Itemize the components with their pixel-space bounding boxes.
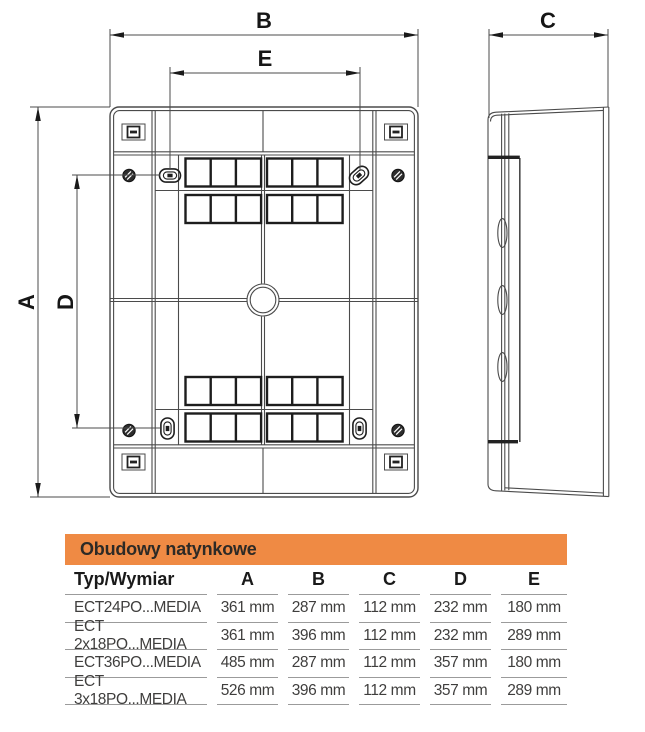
center-knockout-circle (247, 284, 279, 316)
cell-b: 287 mm (288, 595, 349, 623)
cell-b: 396 mm (288, 623, 349, 651)
cell-type: ECT 2x18PO...MEDIA (65, 623, 207, 651)
cell-type: ECT 3x18PO...MEDIA (65, 678, 207, 706)
col-header-a: A (217, 565, 278, 595)
cell-d: 357 mm (430, 650, 491, 678)
dim-label-c: C (540, 8, 556, 33)
front-view (110, 107, 418, 497)
cell-c: 112 mm (359, 650, 420, 678)
cell-d: 232 mm (430, 595, 491, 623)
cell-a: 361 mm (217, 623, 278, 651)
dim-label-d: D (53, 294, 78, 310)
col-header-d: D (430, 565, 491, 595)
cell-b: 396 mm (288, 678, 349, 706)
cell-e: 180 mm (501, 650, 567, 678)
table-header-row (65, 565, 567, 595)
spec-table (65, 534, 567, 708)
dim-label-a: A (14, 294, 39, 310)
screw-icons (120, 167, 407, 440)
cell-e: 289 mm (501, 678, 567, 706)
cell-c: 112 mm (359, 678, 420, 706)
cell-b: 287 mm (288, 650, 349, 678)
cell-c: 112 mm (359, 595, 420, 623)
dim-label-b: B (256, 8, 272, 33)
side-view (488, 107, 609, 497)
cell-d: 357 mm (430, 678, 491, 706)
col-header-c: C (359, 565, 420, 595)
cell-e: 289 mm (501, 623, 567, 651)
table-title: Obudowy natynkowe (65, 534, 567, 565)
dim-label-e: E (257, 46, 273, 71)
cell-type: ECT36PO...MEDIA (65, 650, 207, 678)
hinge-slot-icons (498, 219, 507, 382)
col-header-e: E (501, 565, 567, 595)
table-row (65, 672, 567, 708)
col-header-typ-wymiar: Typ/Wymiar (65, 565, 207, 595)
cell-a: 361 mm (217, 595, 278, 623)
cell-c: 112 mm (359, 623, 420, 651)
cell-e: 180 mm (501, 595, 567, 623)
cell-a: 485 mm (217, 650, 278, 678)
table-row (65, 617, 567, 653)
cell-d: 232 mm (430, 623, 491, 651)
col-header-b: B (288, 565, 349, 595)
cell-a: 526 mm (217, 678, 278, 706)
cell-type: ECT24PO...MEDIA (65, 595, 207, 623)
